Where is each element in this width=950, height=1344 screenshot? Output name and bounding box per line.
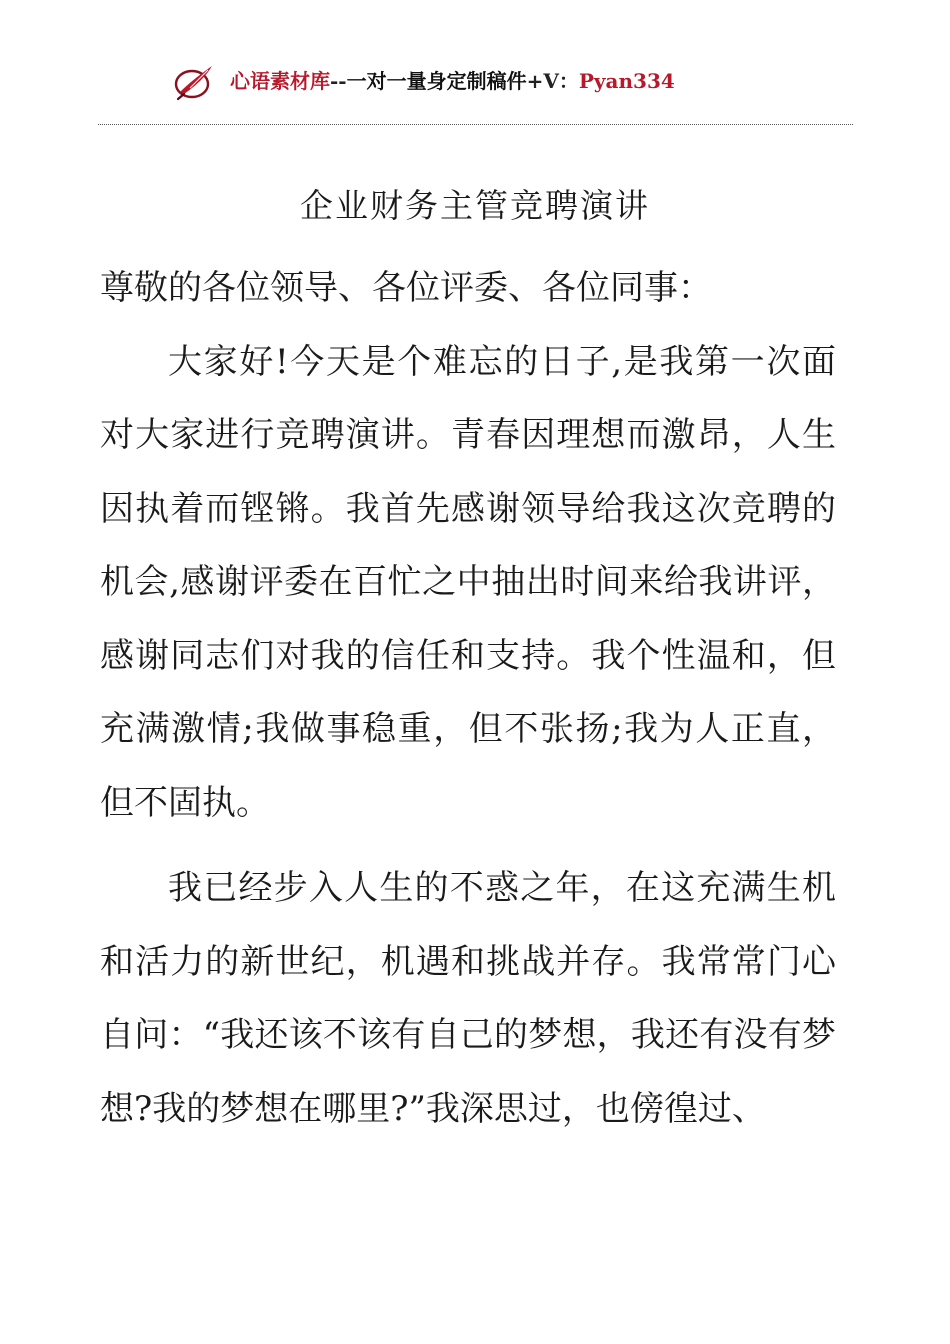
salutation: 尊敬的各位领导、各位评委、各位同事： <box>100 268 712 308</box>
page-header <box>0 58 950 108</box>
quill-pen-logo-icon <box>172 62 216 102</box>
contact-id: Pyan334 <box>578 69 675 93</box>
header-divider <box>98 124 853 125</box>
header-slogan: 一对一量身定制稿件 <box>346 69 527 93</box>
header-banner-text <box>230 68 675 94</box>
brand-name: 心语素材库 <box>230 69 330 93</box>
contact-prefix: +V： <box>526 69 579 93</box>
body-paragraph: 大家好!今天是个难忘的日子,是我第一次面对大家进行竞聘演讲。青春因理想而激昂，人生因执着而铿锵。我首先感谢领导给我这次竞聘的机会,感谢评委在百忙之中抽出时间来给我讲评，感谢同志们对我的信任和支持。我个性温和，但充满激情;我做事稳重，但不张扬;我为人正直，但不固执。 <box>100 341 836 823</box>
body-paragraph: 我已经步入人生的不惑之年，在这充满生机和活力的新世纪，机遇和挑战并存。我常常门心自问：“我还该不该有自己的梦想，我还有没有梦想?我的梦想在哪里?”我深思过，也傍徨过、 <box>100 868 836 1129</box>
header-separator: -- <box>330 69 347 93</box>
document-title: 企业财务主管竞聘演讲 <box>300 186 650 225</box>
document-body <box>100 252 836 1146</box>
